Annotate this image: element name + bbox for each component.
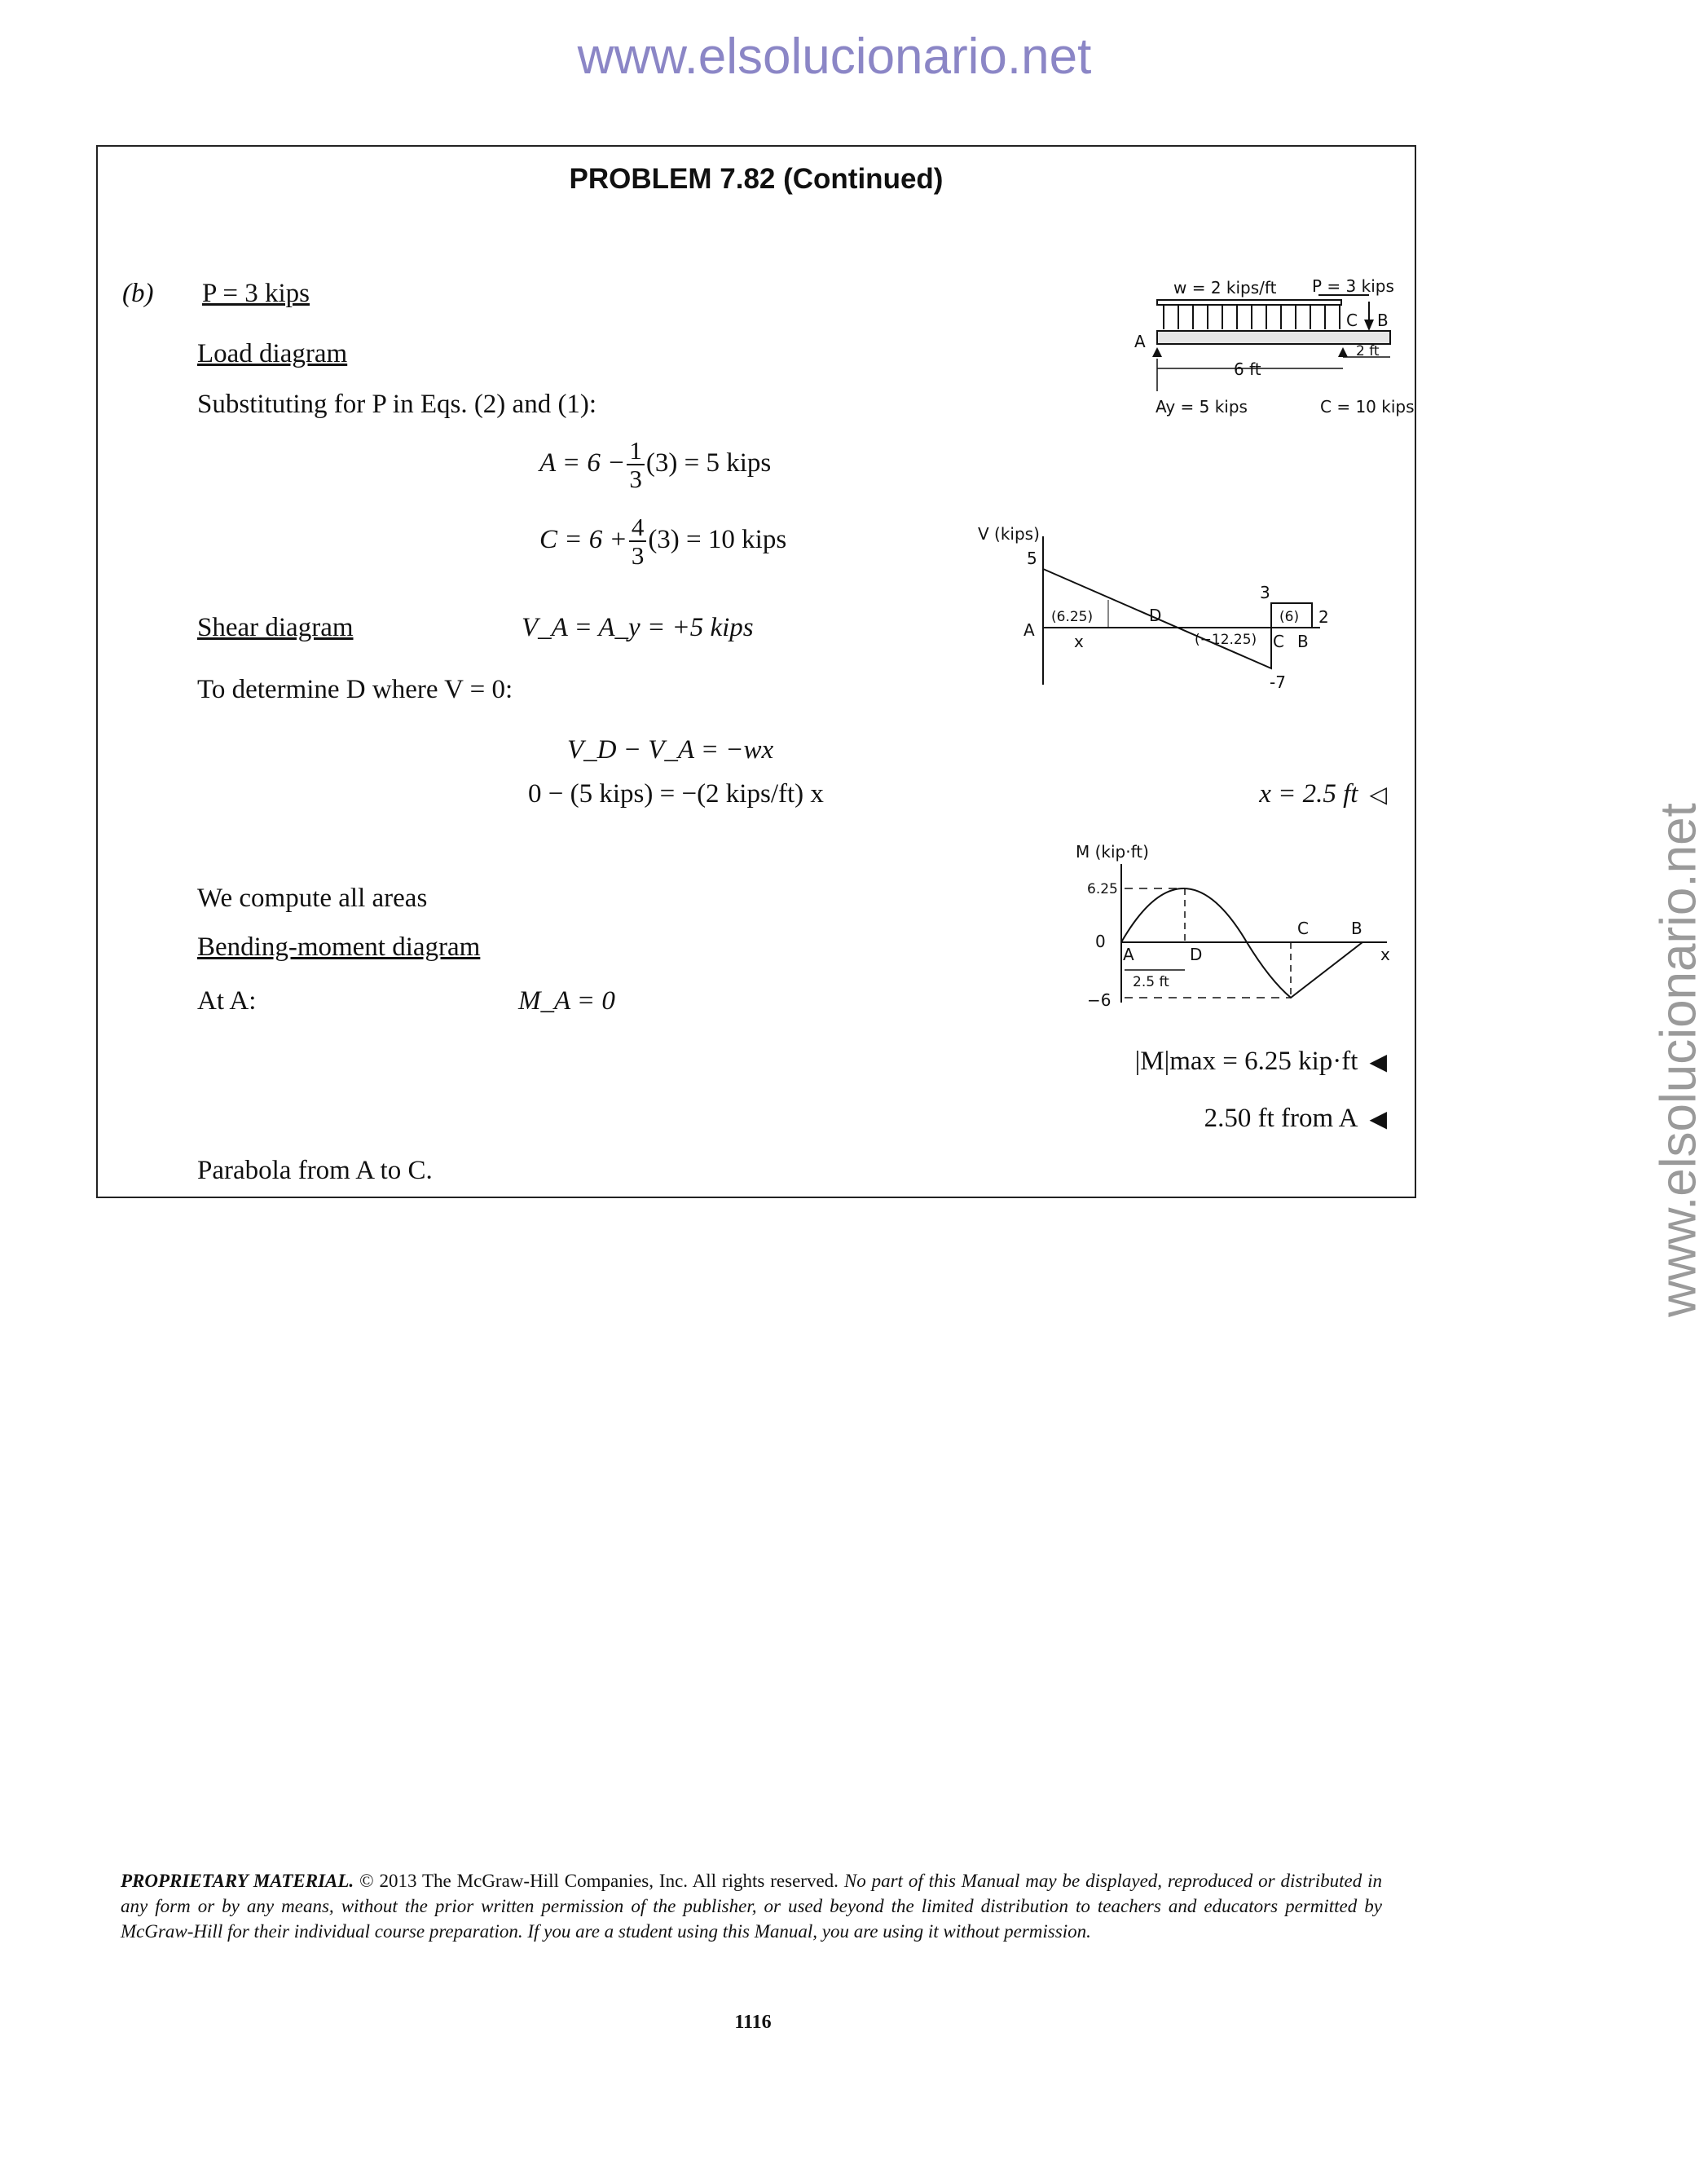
- compute-areas-text: We compute all areas: [197, 884, 428, 913]
- moment-mm6-label: −6: [1087, 990, 1112, 1010]
- shear-area-1: (6.25): [1051, 609, 1094, 625]
- moment-axis-label: M (kip·ft): [1076, 842, 1149, 862]
- shear-vm7-label: -7: [1270, 672, 1286, 692]
- load-A-label: A: [1134, 332, 1146, 351]
- equation-VD: V_D − V_A = −wx: [567, 735, 774, 765]
- load-C-label: C: [1346, 311, 1358, 330]
- page-number: 1116: [734, 2012, 772, 2033]
- shear-B-label: B: [1297, 632, 1309, 651]
- shear-v5-label: 5: [1027, 549, 1037, 568]
- copyright-footer: PROPRIETARY MATERIAL. © 2013 The McGraw-Hill Companies, Inc. All rights reserved. No part of this Manual may be displayed, reproduced or distributed in any form or by any means, without the prior written permission of the publisher, or used beyond the limited distribution to teachers and educators permitted by McGraw-Hill for their individual course preparation. If you are a student using this Manual, you are using it without permission.: [121, 1871, 1383, 1942]
- shear-area-2: (−12.25): [1195, 632, 1257, 648]
- shear-v2-label: 2: [1318, 607, 1329, 627]
- equation-A: A = 6 − $\frac{1}{3}$ (3) = 5 kips: [539, 436, 772, 494]
- watermark-side: www.elsolucionario.net: [1650, 803, 1707, 1317]
- load-diagram-figure: [1059, 269, 1415, 440]
- load-P-label: P = 3 kips: [1312, 276, 1394, 296]
- shear-diagram-heading: Shear diagram: [197, 613, 354, 642]
- result-open-arrow-icon: ◁: [1369, 781, 1387, 808]
- shear-axis-label: V (kips): [978, 524, 1040, 544]
- determine-D-text: To determine D where V = 0:: [197, 675, 513, 704]
- MA-equation: M_A = 0: [518, 986, 615, 1016]
- equation-C: C = 6 + $\frac{4}{3}$ (3) = 10 kips: [539, 513, 787, 571]
- mmax-result: |M|max = 6.25 kip·ft ◀: [1134, 1047, 1387, 1076]
- substituting-text: Substituting for P in Eqs. (2) and (1):: [197, 390, 597, 419]
- x-result: x = 2.5 ft ◁: [1259, 779, 1387, 809]
- load-span-CB: 2 ft: [1356, 343, 1380, 359]
- load-w-label: w = 2 kips/ft: [1173, 278, 1277, 298]
- moment-D-label: D: [1190, 945, 1203, 964]
- moment-C-label: C: [1297, 919, 1309, 938]
- moment-m625-label: 6.25: [1087, 881, 1118, 897]
- shear-C-label: C: [1273, 632, 1284, 651]
- moment-B-label: B: [1351, 919, 1362, 938]
- problem-title: PROBLEM 7.82 (Continued): [569, 163, 944, 195]
- shear-D-label: D: [1149, 606, 1162, 625]
- at-A-label: At A:: [197, 986, 257, 1016]
- moment-diagram-figure: [1076, 840, 1418, 1019]
- moment-A-label: A: [1123, 945, 1134, 964]
- load-diagram-heading: Load diagram: [197, 339, 348, 368]
- equation-zero: 0 − (5 kips) = −(2 kips/ft) x: [528, 779, 824, 809]
- load-B-label: B: [1377, 311, 1389, 330]
- load-C-reaction: C = 10 kips: [1320, 397, 1415, 417]
- result-arrow-icon: ◀: [1369, 1105, 1387, 1132]
- shear-x-label: x: [1074, 632, 1084, 651]
- part-label: (b): [122, 279, 154, 308]
- bending-moment-heading: Bending-moment diagram: [197, 932, 481, 962]
- moment-dist-label: 2.5 ft: [1133, 974, 1169, 990]
- parabola-text: Parabola from A to C.: [197, 1156, 433, 1185]
- result-arrow-icon: ◀: [1369, 1048, 1387, 1075]
- shear-v3-label: 3: [1260, 583, 1270, 602]
- location-result: 2.50 ft from A ◀: [1204, 1104, 1387, 1133]
- moment-m0-label: 0: [1095, 932, 1106, 951]
- shear-A-label: A: [1023, 620, 1035, 640]
- solution-box: [96, 145, 1416, 1198]
- given-load: P = 3 kips: [202, 279, 310, 308]
- shear-area-3: (6): [1279, 609, 1300, 625]
- load-span-AC: 6 ft: [1234, 359, 1261, 379]
- shear-equation: V_A = A_y = +5 kips: [522, 613, 754, 642]
- shear-diagram-figure: [978, 522, 1402, 693]
- load-Ay-reaction: Ay = 5 kips: [1156, 397, 1248, 417]
- watermark-top: www.elsolucionario.net: [577, 29, 1092, 85]
- moment-x-label: x: [1380, 945, 1390, 964]
